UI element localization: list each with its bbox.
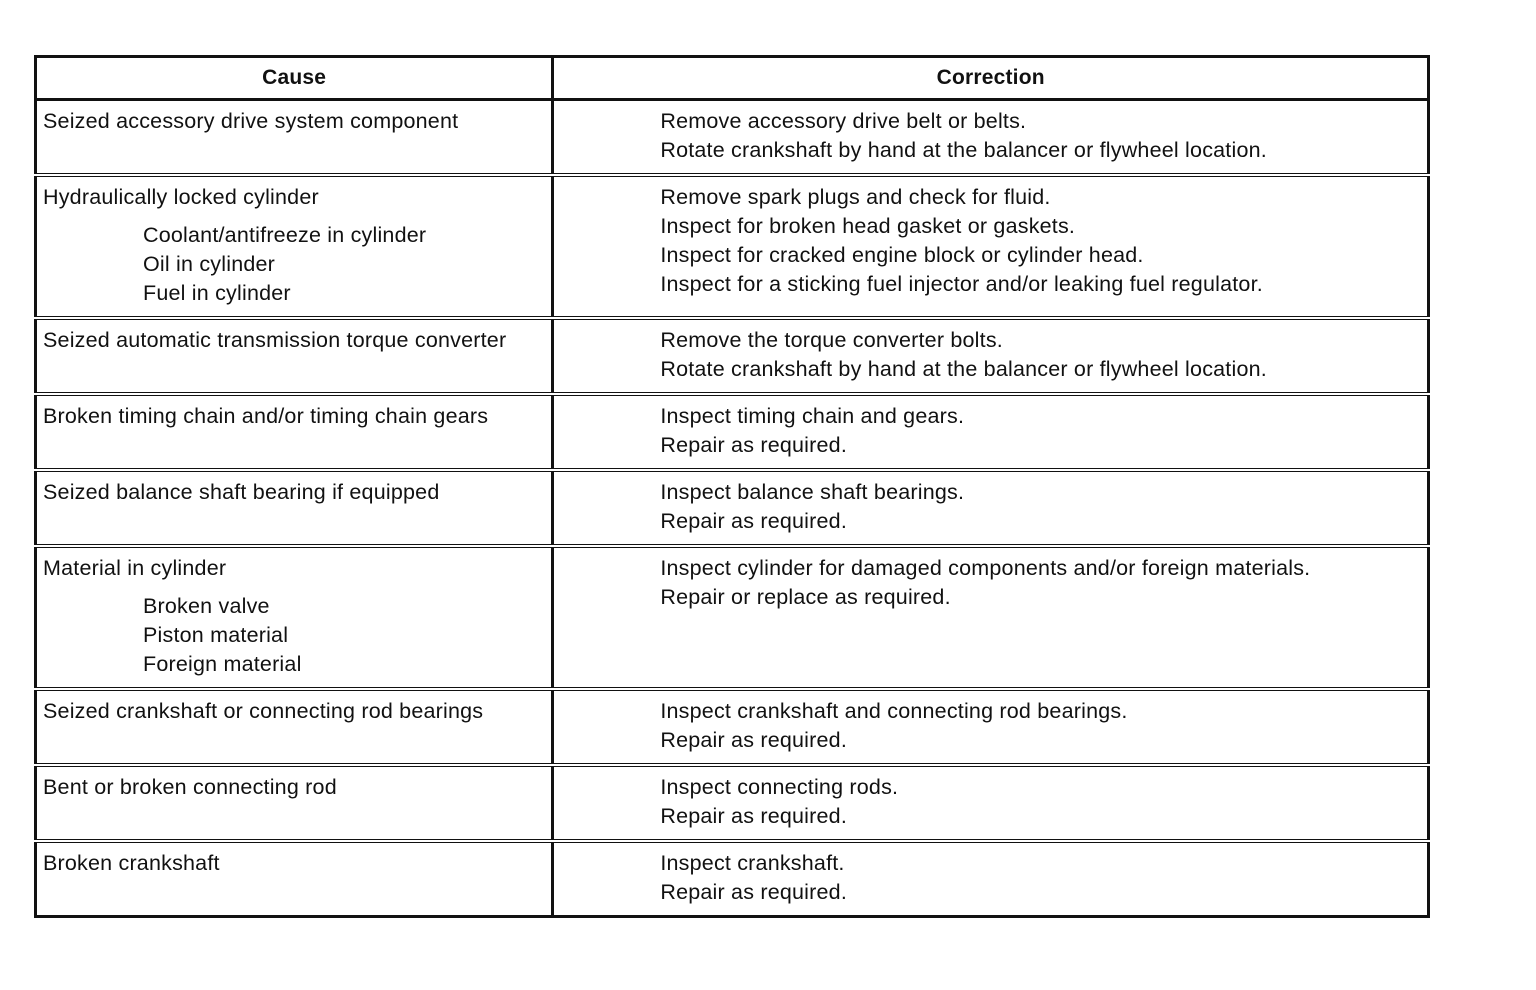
cause-text: Bent or broken connecting rod xyxy=(43,775,337,799)
cause-text: Seized crankshaft or connecting rod bearings xyxy=(43,699,484,723)
correction-line: Repair or replace as required. xyxy=(660,585,951,609)
correction-line: Inspect cylinder for damaged components and/or foreign materials. xyxy=(660,556,1311,580)
correction-cell xyxy=(553,318,1429,394)
correction-line: Repair as required. xyxy=(660,804,847,828)
table-body xyxy=(36,100,1429,917)
correction-line: Rotate crankshaft by hand at the balancer or flywheel location. xyxy=(660,357,1267,381)
cause-cell xyxy=(36,765,553,841)
table-row xyxy=(36,841,1429,917)
correction-cell xyxy=(553,394,1429,470)
correction-line: Repair as required. xyxy=(660,433,847,457)
table-row xyxy=(36,175,1429,318)
correction-cell xyxy=(553,546,1429,689)
correction-line: Repair as required. xyxy=(660,880,847,904)
correction-line: Inspect balance shaft bearings. xyxy=(660,480,965,504)
sub-cause-item: Broken valve xyxy=(143,594,270,618)
table-row xyxy=(36,100,1429,176)
correction-cell xyxy=(553,175,1429,318)
cause-cell xyxy=(36,100,553,176)
cause-cell xyxy=(36,175,553,318)
correction-cell xyxy=(553,100,1429,176)
cause-cell xyxy=(36,841,553,917)
correction-cell xyxy=(553,765,1429,841)
correction-column-header: Correction xyxy=(553,57,1429,100)
cause-text: Broken crankshaft xyxy=(43,851,220,875)
sub-cause-list xyxy=(43,592,545,679)
correction-line: Inspect connecting rods. xyxy=(660,775,899,799)
correction-line: Repair as required. xyxy=(660,728,847,752)
correction-line: Inspect for a sticking fuel injector and/or leaking fuel regulator. xyxy=(660,272,1263,296)
cause-cell xyxy=(36,546,553,689)
table-row xyxy=(36,765,1429,841)
correction-line: Inspect timing chain and gears. xyxy=(660,404,965,428)
table-row xyxy=(36,546,1429,689)
table-row xyxy=(36,318,1429,394)
sub-cause-item: Fuel in cylinder xyxy=(143,281,291,305)
sub-cause-item: Foreign material xyxy=(143,652,302,676)
cause-cell xyxy=(36,470,553,546)
sub-cause-item: Piston material xyxy=(143,623,289,647)
cause-text: Material in cylinder xyxy=(43,556,227,580)
table-row xyxy=(36,689,1429,765)
correction-cell xyxy=(553,841,1429,917)
table-row xyxy=(36,394,1429,470)
correction-line: Remove spark plugs and check for fluid. xyxy=(660,185,1051,209)
cause-text: Seized automatic transmission torque converter xyxy=(43,328,507,352)
cause-cell xyxy=(36,318,553,394)
cause-column-header: Cause xyxy=(36,57,553,100)
correction-line: Remove accessory drive belt or belts. xyxy=(660,109,1027,133)
correction-line: Inspect for broken head gasket or gaskets. xyxy=(660,214,1076,238)
cause-text: Broken timing chain and/or timing chain gears xyxy=(43,404,489,428)
correction-line: Inspect for cracked engine block or cylinder head. xyxy=(660,243,1144,267)
correction-line: Rotate crankshaft by hand at the balancer or flywheel location. xyxy=(660,138,1267,162)
cause-correction-table xyxy=(34,55,1430,918)
correction-line: Inspect crankshaft and connecting rod bearings. xyxy=(660,699,1128,723)
table-header-row xyxy=(36,57,1429,100)
sub-cause-item: Oil in cylinder xyxy=(143,252,276,276)
correction-line: Repair as required. xyxy=(660,509,847,533)
correction-line: Inspect crankshaft. xyxy=(660,851,845,875)
correction-cell xyxy=(553,689,1429,765)
cause-cell xyxy=(36,689,553,765)
correction-cell xyxy=(553,470,1429,546)
correction-line: Remove the torque converter bolts. xyxy=(660,328,1003,352)
sub-cause-list xyxy=(43,221,545,308)
sub-cause-item: Coolant/antifreeze in cylinder xyxy=(143,223,427,247)
cause-text: Hydraulically locked cylinder xyxy=(43,185,319,209)
cause-text: Seized accessory drive system component xyxy=(43,109,459,133)
table-row xyxy=(36,470,1429,546)
cause-cell xyxy=(36,394,553,470)
cause-text: Seized balance shaft bearing if equipped xyxy=(43,480,440,504)
